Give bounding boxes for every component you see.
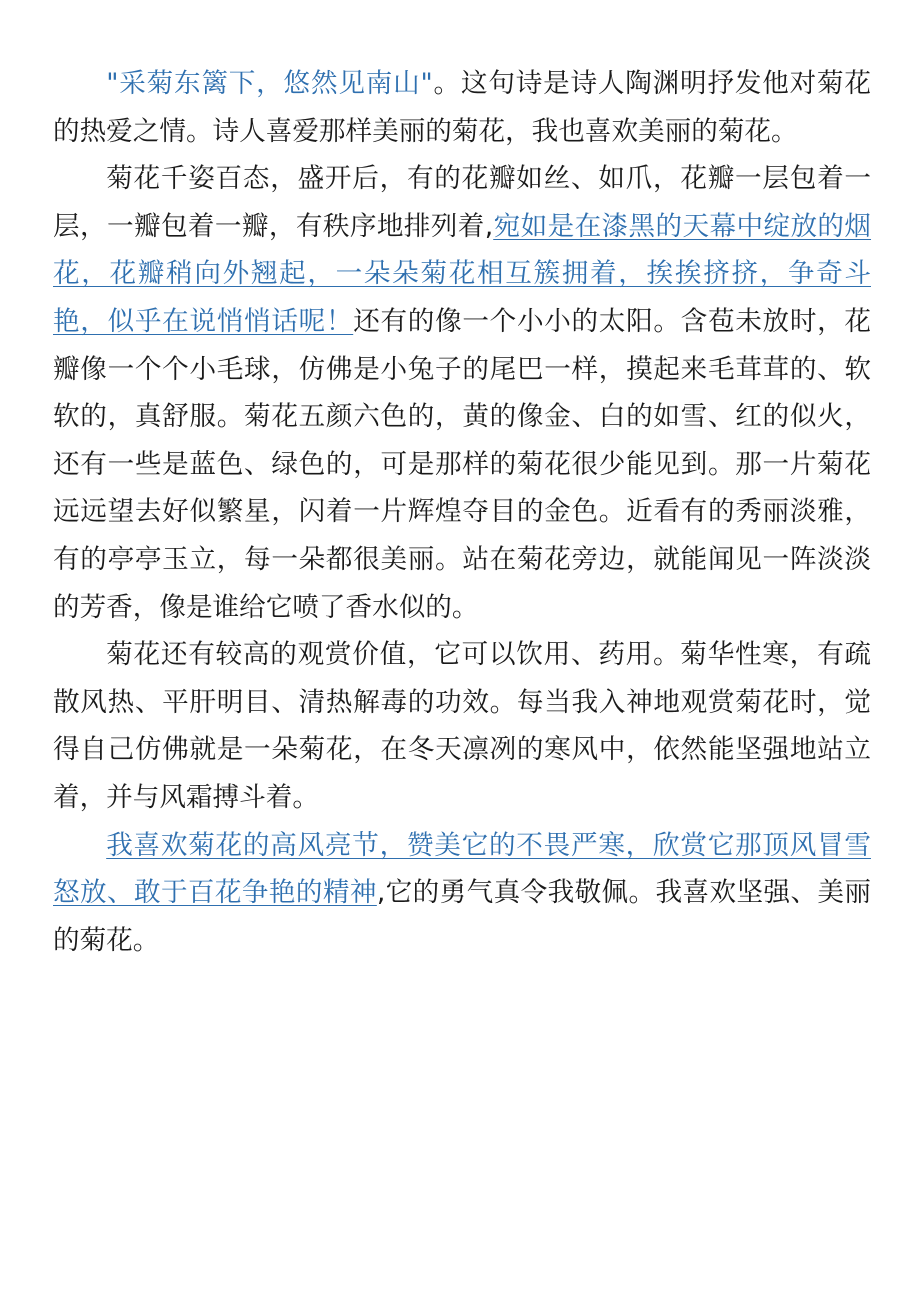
poem-quote: "采菊东篱下，悠然见南山" xyxy=(106,68,433,99)
paragraph-2-after: 还有的像一个小小的太阳。含苞未放时，花瓣像一个个小毛球，仿佛是小兔子的尾巴一样，摸起来毛茸茸的、软软的，真舒服。菊花五颜六色的，黄的像金、白的如雪、红的似火，还有一些是蓝色、绿色的，可是那样的菊花很少能见到。那一片菊花远远望去好似繁星，闪着一片辉煌夺目的金色。近看有的秀丽淡雅，有的亭亭玉立，每一朵都很美丽。站在菊花旁边，就能闻见一阵淡淡的芳香，像是谁给它喷了香水似的。 xyxy=(53,305,872,623)
paragraph-3 xyxy=(53,631,871,821)
paragraph-4-after: ,它的勇气真令我敬佩。我喜欢坚强、美丽的菊花。 xyxy=(53,877,872,956)
paragraph-2-highlight: 宛如是在漆黑的天幕中绽放的烟花，花瓣稍向外翘起，一朵朵菊花相互簇拥着，挨挨挤挤，争奇斗艳，似乎在说悄悄话呢！ xyxy=(53,210,872,337)
essay-body xyxy=(53,60,871,964)
paragraph-1-text: 。这句诗是诗人陶渊明抒发他对菊花的热爱之情。诗人喜爱那样美丽的菊花，我也喜欢美丽的菊花。 xyxy=(53,68,871,147)
paragraph-4 xyxy=(53,822,871,965)
paragraph-3-text: 菊花还有较高的观赏价值，它可以饮用、药用。菊华性寒，有疏散风热、平肝明目、清热解毒的功效。每当我入神地观赏菊花时，觉得自己仿佛就是一朵菊花，在冬天凛冽的寒风中，依然能坚强地站立着，并与风霜搏斗着。 xyxy=(53,639,871,813)
paragraph-2-before: 菊花千姿百态，盛开后，有的花瓣如丝、如爪，花瓣一层包着一层，一瓣包着一瓣，有秩序地排列着, xyxy=(53,163,871,242)
paragraph-4-highlight: 我喜欢菊花的高风亮节，赞美它的不畏严寒，欣赏它那顶风冒雪怒放、敢于百花争艳的精神 xyxy=(53,829,871,909)
paragraph-1 xyxy=(53,60,871,155)
paragraph-2 xyxy=(53,155,871,631)
